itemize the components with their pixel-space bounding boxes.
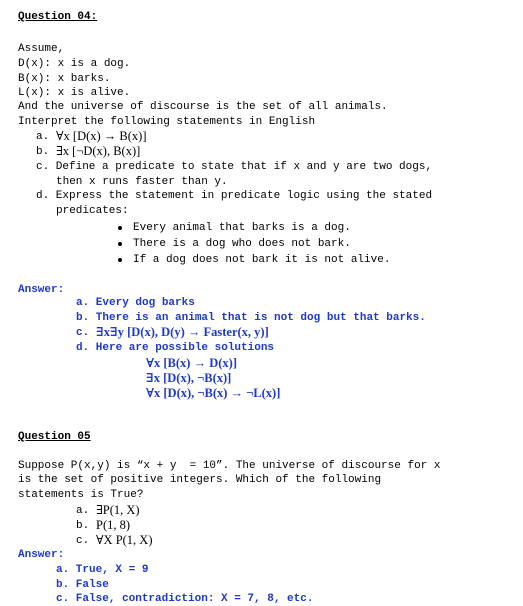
q4-solution-3: ∀x [D(x), ¬B(x) → ¬L(x)] <box>146 386 281 400</box>
q4-predicate-barks: B(x): x barks. <box>18 73 111 85</box>
bullet-dot <box>118 242 122 246</box>
bullet-dot <box>118 226 122 230</box>
q5-answer-c: c. False, contradiction: X = 7, 8, etc. <box>56 593 314 605</box>
q5-answer-a: a. True, X = 9 <box>56 564 149 576</box>
q5-statement-line3: statements is True? <box>18 489 144 501</box>
q4-item-a-label: a. <box>36 131 50 143</box>
q4-instruction-line: Interpret the following statements in English <box>18 116 316 128</box>
q4-answer-b: b. There is an animal that is not dog but that barks. <box>76 312 426 324</box>
q4-item-b-label: b. <box>36 146 50 158</box>
q5-item-b-formula: P(1, 8) <box>96 518 131 532</box>
q4-item-a-formula: ∀x [D(x) → B(x)] <box>56 129 147 143</box>
q4-answer-label: Answer: <box>18 284 65 296</box>
q4-bullet-1: Every animal that barks is a dog. <box>133 222 351 234</box>
q5-statement-line2: is the set of positive integers. Which of the following <box>18 474 382 486</box>
q4-item-c-line1: c. Define a predicate to state that if x and y are two dogs, <box>36 161 433 173</box>
q5-statement-line1: Suppose P(x,y) is “x + y = 10”. The universe of discourse for x <box>18 460 441 472</box>
q5-answer-b: b. False <box>56 579 109 591</box>
question-4-heading: Question 04: <box>18 11 98 23</box>
q4-item-d-line2: predicates: <box>56 205 129 217</box>
q4-item-c-line2: then x runs faster than y. <box>56 176 228 188</box>
q4-universe-line: And the universe of discourse is the set of all animals. <box>18 101 388 113</box>
q4-predicate-dog: D(x): x is a dog. <box>18 58 131 70</box>
q4-answer-c-formula: ∃x∃y [D(x), D(y) → Faster(x, y)] <box>96 325 269 339</box>
q4-bullet-2: There is a dog who does not bark. <box>133 238 351 250</box>
q4-solution-2: ∃x [D(x), ¬B(x)] <box>146 371 232 385</box>
q4-predicate-alive: L(x): x is alive. <box>18 87 131 99</box>
q5-answer-label: Answer: <box>18 549 65 561</box>
q5-item-b-label: b. <box>76 520 90 532</box>
q4-answer-d: d. Here are possible solutions <box>76 342 275 354</box>
q5-item-a-label: a. <box>76 505 90 517</box>
q4-item-b-formula: ∃x [¬D(x), B(x)] <box>56 144 141 158</box>
q4-answer-c-label: c. <box>76 327 90 339</box>
q5-item-a-formula: ∃P(1, X) <box>96 503 140 517</box>
q4-answer-a: a. Every dog barks <box>76 297 195 309</box>
q4-solution-1: ∀x [B(x) → D(x)] <box>146 356 237 370</box>
q4-item-d-line1: d. Express the statement in predicate logic using the stated <box>36 190 433 202</box>
q5-item-c-formula: ∀X P(1, X) <box>96 533 153 547</box>
q4-bullet-3: If a dog does not bark it is not alive. <box>133 254 391 266</box>
q4-intro-line: Assume, <box>18 43 65 55</box>
question-5-heading: Question 05 <box>18 431 91 443</box>
bullet-dot <box>118 258 122 262</box>
q5-item-c-label: c. <box>76 535 90 547</box>
